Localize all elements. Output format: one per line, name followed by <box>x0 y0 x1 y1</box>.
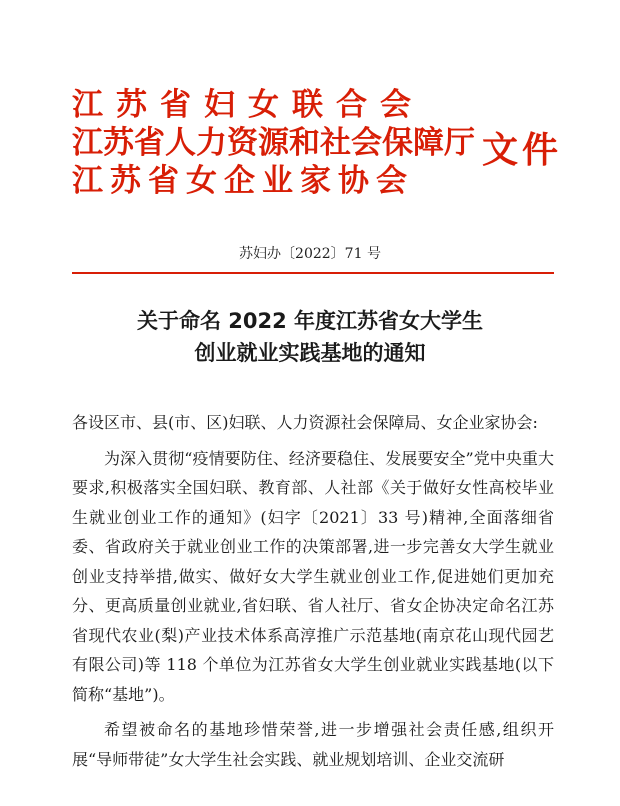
title-line-2: 创业就业实践基地的通知 <box>194 341 426 365</box>
document-title <box>0 305 620 369</box>
paragraph-2: 希望被命名的基地珍惜荣誉,进一步增强社会责任感,组织开展“导师带徒”女大学生社会实践、就业规划培训、企业交流研 <box>72 720 554 769</box>
paragraph-1: 为深入贯彻“疫情要防住、经济要稳住、发展要安全”党中央重大要求,积极落实全国妇联、教育部、人社部《关于做好女性高校毕业生就业创业工作的通知》(妇字〔2021〕33 号)精神,全面落细省委、省政府关于就业创业工作的决策部署,进一步完善女大学生就业创业支持举措,做实、做好女大学生就业创业工作,促进她们更加充分、更高质量创业就业,省妇联、省人社厅、省女企协决定命名江苏省现代农业(梨)产业技术体系高淳推广示范基地(南京花山现代园艺有限公司)等 118 个单位为江苏省女大学生创业就业实践基地(以下简称“基地”)。 <box>72 448 554 704</box>
org-women-entrepreneurs-assoc: 江苏省女企业家协会 <box>72 163 414 199</box>
org-women-federation: 江苏省妇女联合会 <box>72 87 424 123</box>
document-body <box>72 408 554 774</box>
document-number: 苏妇办〔2022〕71 号 <box>239 246 381 262</box>
document-suffix: 文件 <box>482 130 563 171</box>
red-divider-line <box>72 272 554 274</box>
salutation: 各设区市、县(市、区)妇联、人力资源社会保障局、女企业家协会: <box>72 413 538 432</box>
title-line-1: 关于命名 2022 年度江苏省女大学生 <box>136 309 484 333</box>
issuing-organizations <box>72 86 475 200</box>
org-human-resources-dept: 江苏省人力资源和社会保障厅 <box>72 125 475 161</box>
